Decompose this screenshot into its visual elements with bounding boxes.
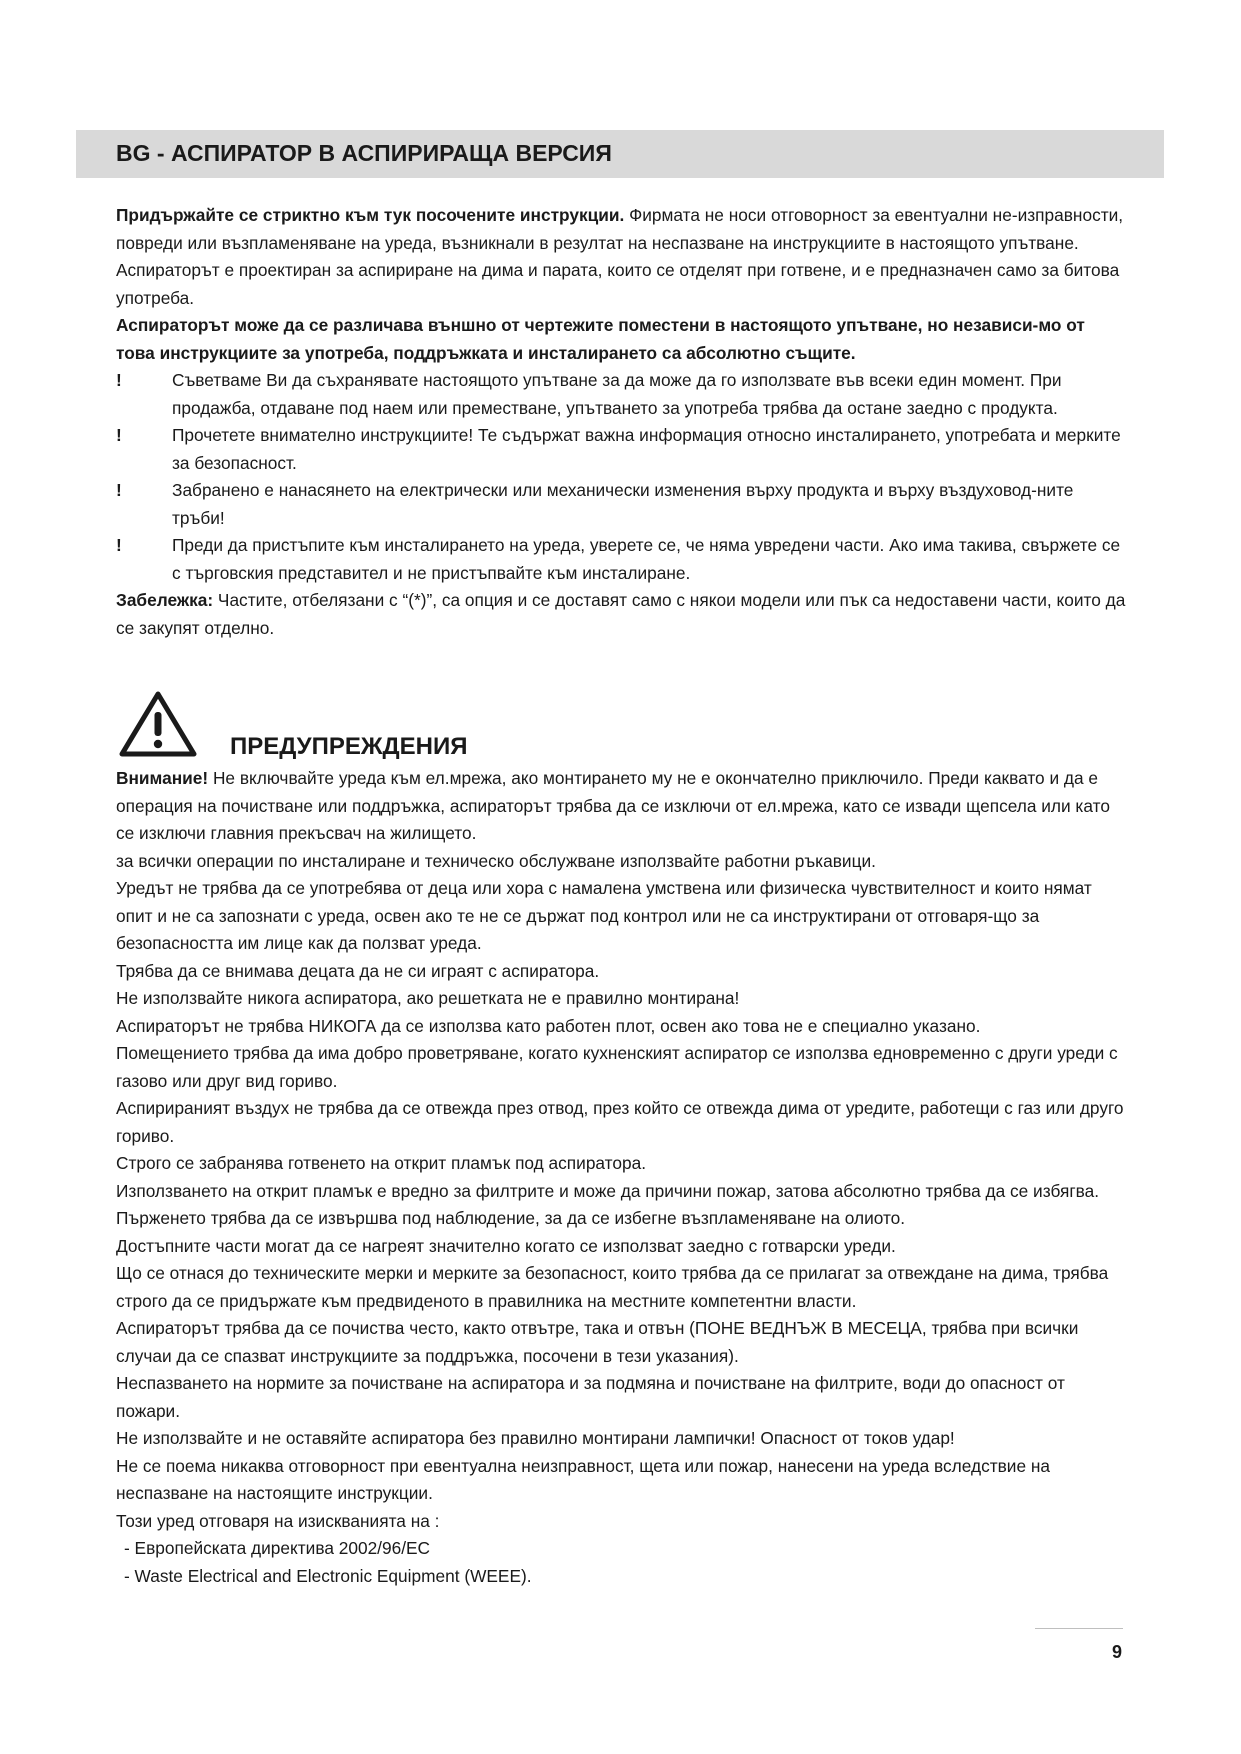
attention-paragraph [116,765,1126,848]
note-label: Забележка: [116,590,214,610]
note-text: Частите, отбелязани с “(*)”, са опция и се доставят само с някои модели или пък са недоставени части, които да се закупят отделно. [116,590,1126,638]
intro-text: Фирмата не носи отговорност за евентуални не-изправности, повреди или възпламеняване на уреда, възникнали в резултат на неспазване на инструкциите в настоящото упътване. Аспираторът е проектиран за аспириране на дима и парата, които се отделят при готвене, и е предназначен само за битова употреба. [116,205,1124,308]
exclamation-icon: ! [116,425,122,445]
attention-label: Внимание! [116,768,209,788]
warning-paragraph: Аспираторът не трябва НИКОГА да се използва като работен плот, освен ако това не е специално указано. [116,1015,981,1036]
compliance-item: - Европейската директива 2002/96/EC [124,1538,431,1558]
warning-paragraph: Не използвайте и не оставяйте аспиратора без правилно монтирани лампички! Опасност от токов удар! [116,1428,955,1448]
warning-paragraph: Пърженето трябва да се извършва под наблюдение, за да се избегне възпламеняване на олиото. [116,1208,906,1228]
warning-paragraph: Що се отнася до техническите мерки и мерките за безопасност, които трябва да се прилагат за отвеждане на дима, трябва строго да се придържате към предвиденото в правилника на местните компетентни власти. [116,1263,1109,1311]
caution-text: Прочетете внимателно инструкциите! Те съдържат важна информация относно инсталирането, употребата и мерките за безопасност. [172,425,1121,473]
warning-paragraph: Достъпните части могат да се нагреят значително когато се използват заедно с готварски уреди. [116,1235,896,1256]
caution-text: Съветваме Ви да съхранявате настоящото упътване за да може да го използвате във всеки един момент. При продажба, отдаване под наем или преместване, упътването за употреба трябва да остане заедно с продукта. [172,370,1062,418]
warning-paragraph: Аспираторът трябва да се почиства често, както отвътре, така и отвън (ПОНЕ ВЕДНЪЖ В МЕСЕЦА, трябва при всички случаи да се спазват инструкциите за поддръжка, посочени в тези указания). [116,1318,1079,1366]
intro-paragraph [116,202,1126,312]
footer-divider [1035,1628,1123,1629]
warning-paragraph: Помещението трябва да има добро проветряване, когато кухненският аспиратор се използва едновременно с други уреди с газово или друг вид гориво. [116,1043,1118,1091]
exclamation-icon: ! [116,535,122,555]
intro-bold-lead: Придържайте се стриктно към тук посочените инструкции. [116,205,625,225]
warning-paragraph: за всички операции по инсталиране и техническо обслужване използвайте работни ръкавици. [116,850,876,871]
exclamation-icon: ! [116,480,122,500]
warning-paragraph: Строго се забранява готвенето на открит пламък под аспиратора. [116,1153,647,1173]
warnings-heading: ПРЕДУПРЕЖДЕНИЯ [230,733,468,760]
warning-paragraph: Този уред отговаря на изискванията на : [116,1510,440,1531]
warning-paragraph: Използването на открит пламък е вредно за филтрите и може да причини пожар, затова абсолютно трябва да се избягва. [116,1180,1100,1201]
warning-paragraph: Не се поема никаква отговорност при евентуална неизправност, щета или пожар, нанесени на уреда вследствие на неспазване на настоящите инструкции. [116,1455,1051,1503]
warning-paragraph: Уредът не трябва да се употребява от деца или хора с намалена умствена или физическа чувствителност и които нямат опит и не са запознати с уреда, освен ако те не се държат под контрол или не са инструктирани от отговаря-що за безопасността им лице как да ползват уреда. [116,878,1092,953]
caution-text: Забранено е нанасянето на електрически или механически изменения върху продукта и върху въздуховод-ните тръби! [172,480,1074,528]
warning-paragraph: Не използвайте никога аспиратора, ако решетката не е правилно монтирана! [116,988,740,1008]
caution-item [116,477,1126,532]
caution-item [116,422,1126,477]
compliance-item: - Waste Electrical and Electronic Equipment (WEEE). [124,1565,532,1586]
section-header-bar [76,130,1164,178]
warning-paragraph: Аспирираният въздух не трябва да се отвежда през отвод, през който се отвежда дима от уредите, работещи с газ или друго гориво. [116,1098,1124,1146]
warnings-section [116,765,1126,1590]
caution-text: Преди да пристъпите към инсталирането на уреда, уверете се, че няма увредени части. Ако има такива, свържете се с търговския представител и не пристъпвайте към инсталиране. [172,535,1121,583]
caution-item [116,532,1126,587]
attention-text: Не включвайте уреда към ел.мрежа, ако монтирането му не е окончателно приключило. Преди каквато и да е операция на почистване или поддръжка, аспираторът трябва да се изключи от ел.мрежа, като се извади щепсела или като се изключи главния прекъсвач на жилището. [116,768,1110,843]
warning-paragraph: Трябва да се внимава децата да не си играят с аспиратора. [116,960,600,981]
page-title: BG - АСПИРАТОР В АСПИРИРАЩА ВЕРСИЯ [116,140,612,166]
caution-item [116,367,1126,422]
intro-section [116,202,1126,642]
warning-triangle-icon [118,690,198,758]
note-paragraph [116,587,1126,642]
warning-paragraph: Неспазването на нормите за почистване на аспиратора и за подмяна и почистване на филтрите, води до опасност от пожари. [116,1373,1065,1421]
exclamation-icon: ! [116,370,122,390]
design-notice: Аспираторът може да се различава външно от чертежите поместени в настоящото упътване, но независи-мо от това инструкциите за употреба, поддръжката и инсталирането са абсолютно същите. [116,315,1085,363]
page-number: 9 [1111,1642,1122,1662]
